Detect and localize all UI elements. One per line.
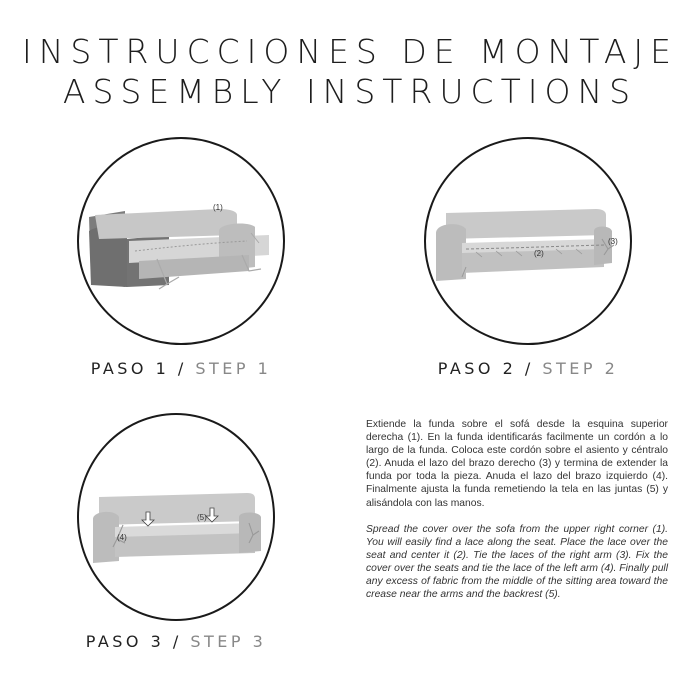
step-3-label-en: STEP 3 bbox=[190, 632, 267, 651]
page-title-english: ASSEMBLY INSTRUCTIONS bbox=[62, 72, 638, 111]
instructions-text bbox=[366, 418, 668, 614]
step-3-label-es: PASO 3 bbox=[85, 632, 165, 651]
step-2-separator: / bbox=[524, 359, 534, 378]
callout-1: (1) bbox=[213, 203, 223, 212]
step-2-label bbox=[424, 359, 632, 378]
step-2-illustration bbox=[424, 137, 632, 345]
instructions-spanish: Extiende la funda sobre el sofá desde la esquina superior derecha (1). En la funda identificarás facilmente un cordón a lo largo de la funda. Coloca este cordón sobre el asiento y céntralo (2). Anuda el lazo del brazo derecho (3) y termina de extender la funda por toda la pieza. Anuda el lazo del brazo izquierdo (4). Finalmente ajusta la funda remetiendo la tela en las juntas (5) y alisándola con las manos. bbox=[366, 419, 668, 509]
step-3-separator: / bbox=[172, 632, 182, 651]
step-1-label-en: STEP 1 bbox=[195, 359, 272, 378]
sofa-step-3-drawing bbox=[79, 415, 275, 621]
callout-2: (2) bbox=[534, 249, 544, 258]
sofa-step-2-drawing bbox=[426, 139, 632, 345]
instructions-english: Spread the cover over the sofa from the upper right corner (1). You will easily find a lace along the seat. Place the lace over the seat and center it (2). Tie the laces of the right arm (3). Fix the cover over the seats and tie the lace of the left arm (4). Finally pull any excess of fabric from the middle of the sitting area toward the crease near the arms and the backrest (5). bbox=[366, 523, 668, 601]
step-1-illustration bbox=[77, 137, 285, 345]
step-2-label-en: STEP 2 bbox=[542, 359, 619, 378]
step-3-label bbox=[77, 632, 275, 651]
step-2-label-es: PASO 2 bbox=[437, 359, 517, 378]
callout-4: (4) bbox=[117, 533, 127, 542]
sofa-step-1-drawing bbox=[79, 139, 285, 345]
step-1-label-es: PASO 1 bbox=[90, 359, 170, 378]
step-1-separator: / bbox=[177, 359, 187, 378]
page-title-spanish: INSTRUCCIONES DE MONTAJE bbox=[21, 32, 678, 71]
callout-5: (5) bbox=[197, 513, 207, 522]
step-1-label bbox=[77, 359, 285, 378]
callout-3: (3) bbox=[608, 237, 618, 246]
step-3-illustration bbox=[77, 413, 275, 621]
